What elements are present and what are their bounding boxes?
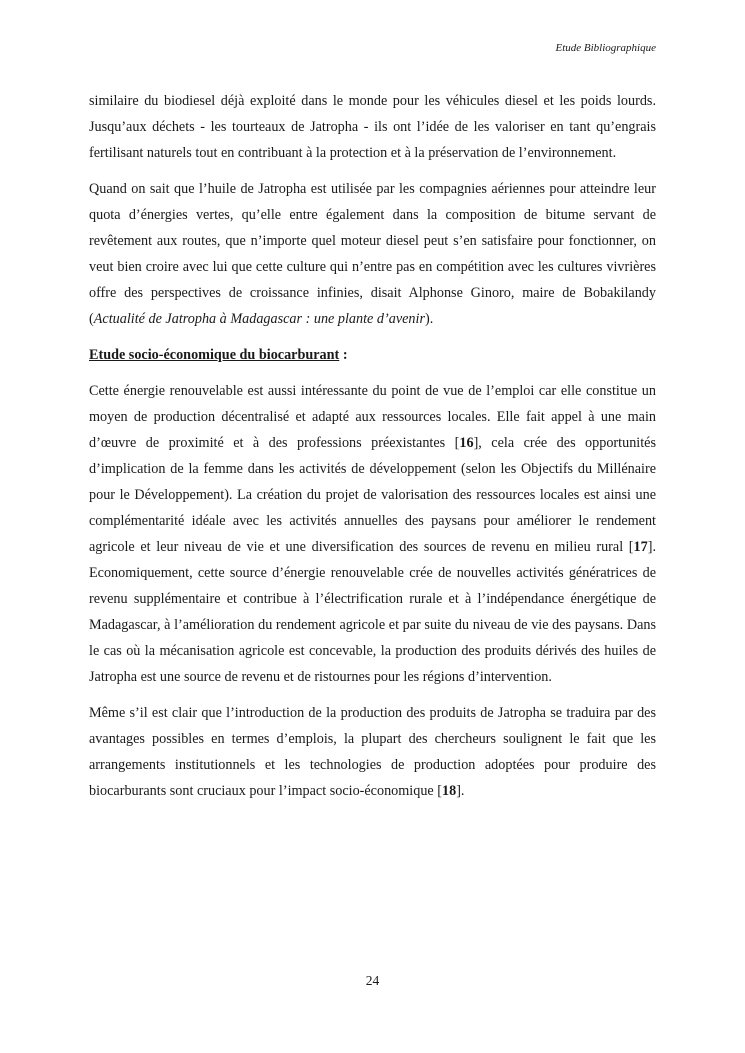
paragraph-biodiesel-continuation: similaire du biodiesel déjà exploité dans le monde pour les véhicules diesel et les poids lourds. Jusqu’aux déchets - les tourteaux de Jatropha - ils ont l’idée de les valoriser en tant qu’engrais fertilisant naturels tout en contribuant à la protection et à la préservation de l’environnement. xyxy=(89,93,656,161)
paragraph-text: ], cela crée des opportunités d’implication de la femme dans les activités de développement (selon les Objectifs du Millénaire pour le Développement). La création du projet de valorisation des ressources locales est ainsi une complémentarité idéale avec les activités annuelles des paysans pour améliorer le rendement agricole et leur niveau de vie et une diversification des sources de revenu en milieu rural [ xyxy=(89,435,656,555)
citation-ref: 16 xyxy=(459,435,474,451)
paragraph-text: Même s’il est clair que l’introduction de la production des produits de Jatropha se traduira par des avantages possibles en termes d’emplois, la plupart des chercheurs soulignent le fait que les arrangements institutionnels et les technologies de production adoptées pour produire des biocarburants sont cruciaux pour l’impact socio-économique [ xyxy=(89,705,656,799)
running-header: Etude Bibliographique xyxy=(555,42,656,54)
paragraph-text: Quand on sait que l’huile de Jatropha est utilisée par les compagnies aériennes pour atteindre leur quota d’énergies vertes, qu’elle entre également dans la composition de bitume servant de revêtement aux routes, que n’importe quel moteur diesel peut s’en satisfaire pour fonctionner, on veut bien croire avec lui que cette culture qui n’entre pas en compétition avec les cultures vivrières offre des perspectives de croissance infinies, disait Alphonse Ginoro, maire de Bobakilandy ( xyxy=(89,181,656,327)
page-body xyxy=(89,88,656,814)
section-heading-colon: : xyxy=(339,347,348,363)
paragraph-text-end: ). xyxy=(424,311,434,327)
section-heading-socio-economic xyxy=(89,342,656,368)
page-number: 24 xyxy=(365,973,380,988)
paragraph-jatropha-oil-uses xyxy=(89,176,656,332)
section-heading-text: Etude socio-économique du biocarburant xyxy=(89,347,340,363)
paragraph-text: Cette énergie renouvelable est aussi intéressante du point de vue de l’emploi car elle constitue un moyen de production décentralisé et adapté aux ressources locales. Elle fait appel à une main d’œuvre de proximité et à des professions préexistantes [ xyxy=(89,383,656,451)
cited-article-title: Actualité de Jatropha à Madagascar : une plante d’avenir xyxy=(93,311,425,327)
paragraph-employment xyxy=(89,378,656,690)
paragraph-text: ]. Economiquement, cette source d’énergie renouvelable crée de nouvelles activités génératrices de revenu supplémentaire et contribue à l’électrification rurale et à l’indépendance énergétique de Madagascar, à l’amélioration du rendement agricole et par suite du niveau de vie des paysans. Dans le cas où la mécanisation agricole est concevable, la production des produits dérivés des huiles de Jatropha est une source de revenu et de ristournes pour les régions d’intervention. xyxy=(89,539,656,685)
paragraph-conclusion xyxy=(89,700,656,804)
paragraph-text-end: ]. xyxy=(456,783,465,799)
citation-ref: 18 xyxy=(442,783,457,799)
citation-ref: 17 xyxy=(633,539,648,555)
